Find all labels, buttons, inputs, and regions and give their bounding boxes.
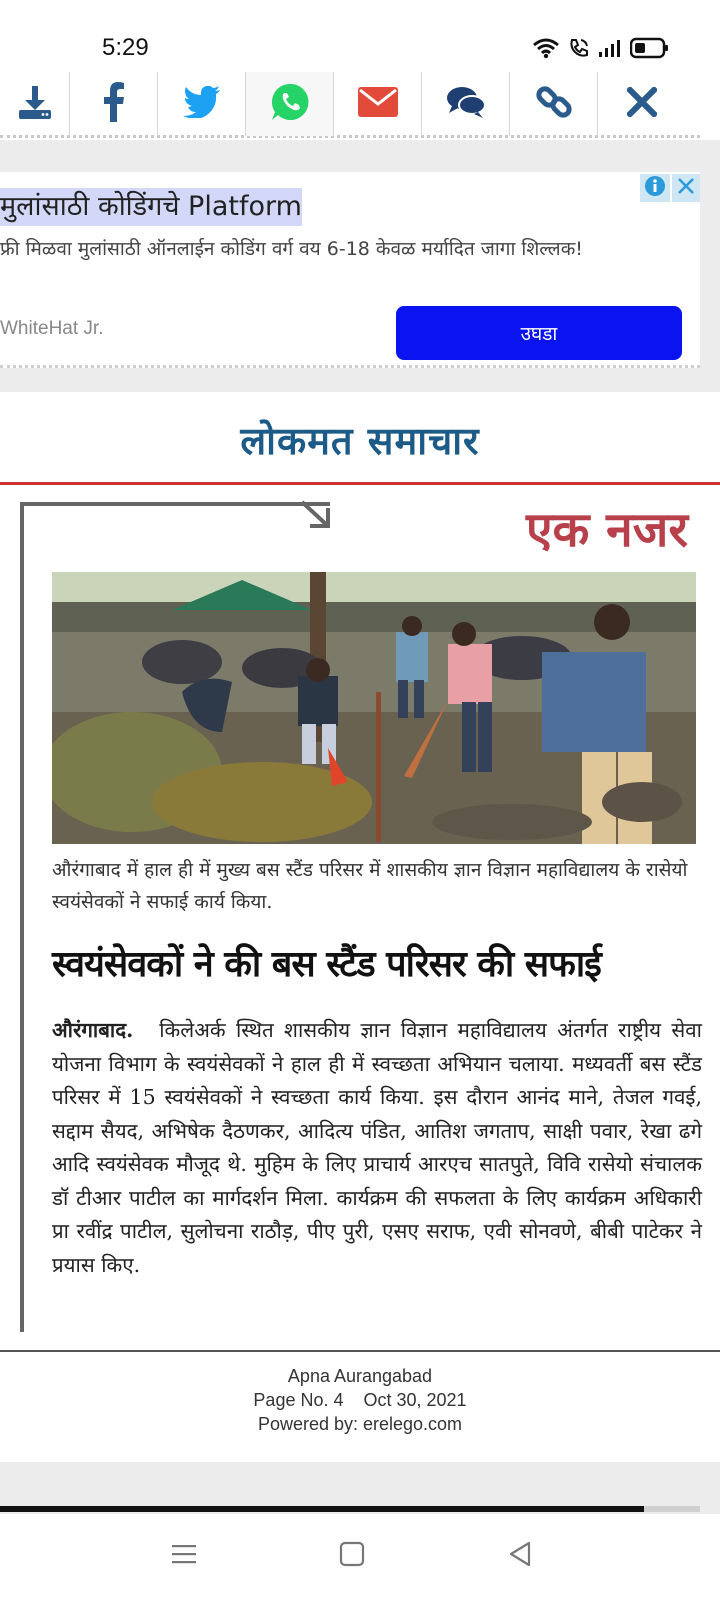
recent-apps-button[interactable] <box>154 1536 214 1576</box>
ad-container <box>0 140 720 392</box>
comment-button[interactable] <box>422 72 510 136</box>
copy-link-button[interactable] <box>510 72 598 136</box>
status-time: 5:29 <box>102 34 149 61</box>
ad-open-button[interactable]: उघडा <box>396 306 682 360</box>
photo-caption: औरंगाबाद में हाल ही में मुख्य बस स्टैंड परिसर में शासकीय ज्ञान विज्ञान महाविद्यालय के रासेयो स्वयंसेवकों ने सफाई कार्य किया. <box>52 859 688 913</box>
clipping-footer <box>0 1350 720 1462</box>
link-icon <box>535 83 573 125</box>
facebook-share-button[interactable] <box>70 72 158 136</box>
footer-powered-by[interactable]: Powered by: erelego.com <box>257 1414 463 1434</box>
ad-brand: WhiteHat Jr. <box>0 318 104 339</box>
footer-publication: Apna Aurangabad <box>287 1366 433 1386</box>
download-icon <box>16 83 54 125</box>
ad-info-button[interactable] <box>640 174 670 202</box>
article-body <box>52 1014 702 1282</box>
status-icons <box>532 36 670 60</box>
scroll-progress <box>0 1506 700 1512</box>
navigation-bar <box>0 1514 720 1600</box>
close-share-button[interactable] <box>598 72 686 136</box>
email-icon <box>358 87 398 121</box>
article-text: किलेअर्क स्थित शासकीय ज्ञान विज्ञान महाविद्यालय अंतर्गत राष्ट्रीय सेवा योजना विभाग के स्वयंसेवकों ने हाल ही में स्वच्छता अभियान चलाया. मध्यवर्ती बस स्टैंड परिसर में 15 स्वयंसेवकों ने स्वच्छता कार्य किया. इस दौरान आनंद माने, तेजल गवई, सद्दाम सैयद, अभिषेक दैठणकर, आदित्य पंडित, आतिश जगताप, साक्षी पवार, रेखा ढगे आदि स्वयंसेवक मौजूद थे. मुहिम के लिए प्राचार्य आरएच सातपुते, विवि रासेयो संचालक डॉ टीआर पाटील का मार्गदर्शन मिला. कार्यक्रम की सफलता के लिए कार्यक्रम अधिकारी प्रा रवींद्र पाटील, सुलोचना राठौड़, पीए पुरी, एसए सराफ, एवी सोनवणे, बीबी पाटेकर ने प्रयास किए. <box>52 1018 702 1277</box>
comment-icon <box>446 85 486 123</box>
status-bar <box>0 0 720 72</box>
footer-page-info: Page No. 4 Oct 30, 2021 <box>253 1390 467 1410</box>
signal-icon <box>598 38 622 58</box>
call-icon <box>568 37 590 59</box>
whatsapp-icon <box>270 82 310 126</box>
battery-icon <box>630 37 670 59</box>
ad-divider <box>0 365 700 368</box>
newspaper-clipping <box>0 392 720 1350</box>
ad-description: फ्री मिळवा मुलांसाठी ऑनलाईन कोडिंग वर्ग वय 6-18 केवळ मर्यादित जागा शिल्लक! <box>0 238 583 260</box>
close-icon <box>677 177 695 199</box>
download-button[interactable] <box>0 72 70 136</box>
home-icon <box>339 1541 365 1571</box>
email-share-button[interactable] <box>334 72 422 136</box>
ad-close-button[interactable] <box>672 174 700 202</box>
menu-icon <box>171 1542 197 1570</box>
share-toolbar <box>0 72 700 138</box>
info-icon <box>644 175 666 201</box>
whatsapp-share-button[interactable] <box>246 72 334 136</box>
article-dateline: औरंगाबाद. <box>52 1018 134 1042</box>
close-icon <box>627 87 657 121</box>
corner-arrow-icon <box>300 498 334 536</box>
masthead: लोकमत समाचार <box>240 418 480 463</box>
scroll-progress-fill <box>0 1506 644 1512</box>
twitter-icon <box>183 86 221 122</box>
twitter-share-button[interactable] <box>158 72 246 136</box>
article-headline: स्वयंसेवकों ने की बस स्टैंड परिसर की सफाई <box>52 944 601 985</box>
back-icon <box>507 1540 533 1572</box>
home-button[interactable] <box>322 1536 382 1576</box>
back-button[interactable] <box>490 1536 550 1576</box>
masthead-rule <box>0 482 720 485</box>
ad-title[interactable]: मुलांसाठी कोडिंगचे Platform <box>0 188 302 226</box>
news-photo <box>52 572 696 844</box>
wifi-icon <box>532 37 560 59</box>
ad-card[interactable] <box>0 172 700 368</box>
section-heading: एक नजर <box>525 502 688 558</box>
facebook-icon <box>102 82 126 126</box>
